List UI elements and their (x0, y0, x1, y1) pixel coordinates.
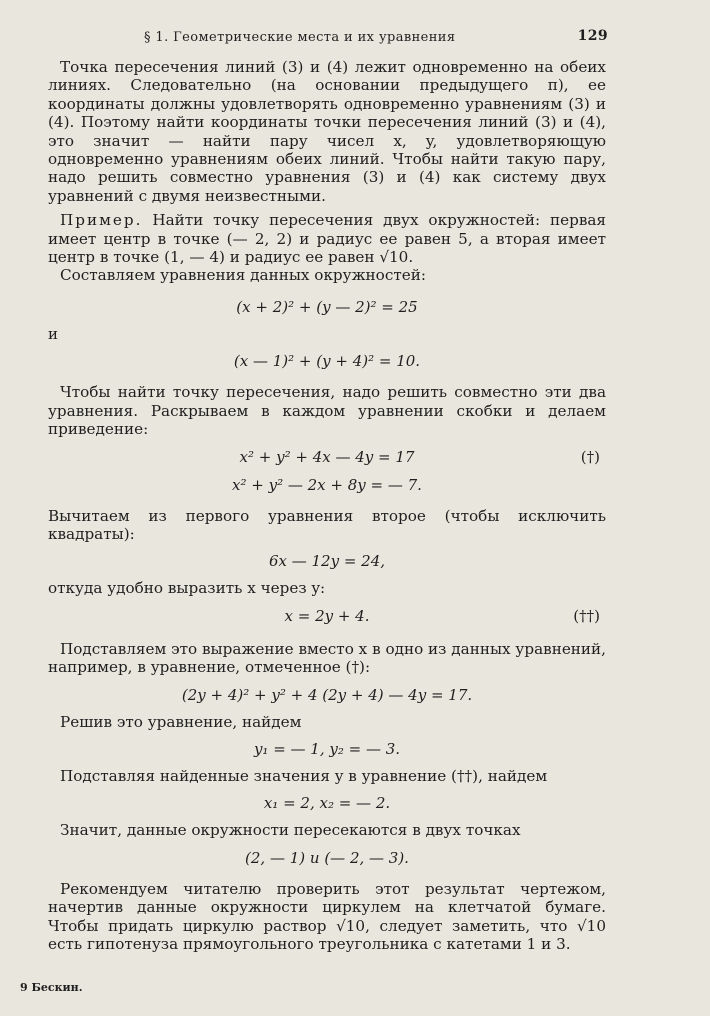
running-header (48, 26, 606, 48)
printer-signature: 9 Бескин. (20, 981, 83, 994)
section-title: § 1. Геометрические места и их уравнения (144, 30, 456, 45)
equation-expanded-1 (48, 447, 606, 467)
equation-tag-dagger: (†) (580, 447, 600, 466)
paragraph-recommendation: Рекомендуем читателю проверить этот результат чертежом, начертив данные окружности циркулем на клетчатой бумаге. Чтобы придать циркулю раствор √10, следует заметить, что √10 есть гипотенуза прямоугольного треугольника с катетами 1 и 3. (48, 879, 606, 953)
equation-points: (2, — 1) и (— 2, — 3). (245, 848, 409, 867)
equation-circle-1: (x + 2)² + (y — 2)² = 25 (236, 297, 418, 316)
paragraph-solving: Решив это уравнение, найдем (60, 712, 302, 731)
paragraph-substitute: Подставляем это выражение вместо x в одно из данных уравнений, например, в уравнение, отмеченное (†): (48, 639, 606, 677)
example-label: Пример. (60, 211, 143, 230)
equation-expanded-2: x² + y² — 2x + 8y = — 7. (232, 475, 422, 494)
paragraph-intersection: Точка пересечения линий (3) и (4) лежит одновременно на обеих линиях. Следовательно (на основании предыдущего п), ее координаты должны удовлетворять одновременно уравнениям (3) и (4). Поэтому найти координаты точки пересечения линий (3) и (4), это значит — найти пару чисел x, y, удовлетворяющую одновременно уравнениям обеих линий. Чтобы найти такую пару, надо решить совместно уравнения (3) и (4) как систему двух уравнений с двумя неизвестными. (48, 58, 606, 205)
equation-expanded-1-text: x² + y² + 4x — 4y = 17 (239, 447, 415, 466)
equation-x-roots: x₁ = 2, x₂ = — 2. (263, 794, 391, 813)
equation-circle-2: (x — 1)² + (y + 4)² = 10. (233, 352, 421, 371)
equation-x-of-y-text: x = 2y + 4. (284, 606, 370, 625)
equation-substituted: (2y + 4)² + y² + 4 (2y + 4) — 4y = 17. (181, 685, 473, 704)
equation-difference: 6x — 12y = 24, (268, 552, 386, 571)
equation-x-of-y (48, 606, 606, 626)
paragraph-conclusion: Значит, данные окружности пересекаются в двух точках (60, 821, 521, 840)
paragraph-substituting-y: Подставляя найденные значения y в уравнение (††), найдем (60, 766, 548, 785)
page-number: 129 (577, 28, 608, 44)
paragraph-subtract: Вычитаем из первого уравнения второе (чтобы исключить квадраты): (48, 506, 606, 543)
paragraph-example (48, 211, 606, 266)
paragraph-solve-jointly: Чтобы найти точку пересечения, надо решить совместно эти два уравнения. Раскрываем в каждом уравнении скобки и делаем приведение: (48, 383, 606, 439)
example-text: Найти точку пересечения двух окружностей: первая имеет центр в точке (— 2, 2) и радиус ее равен 5, а вторая имеет центр в точке (1, — 4) и радиус ее равен √10. (48, 211, 607, 267)
equation-tag-double-dagger: (††) (573, 606, 600, 625)
paragraph-compose-equations: Составляем уравнения данных окружностей: (60, 266, 426, 285)
equation-y-roots: y₁ = — 1, y₂ = — 3. (253, 739, 401, 758)
paragraph-express-x: откуда удобно выразить x через y: (48, 579, 326, 598)
page-content (48, 58, 606, 953)
conjunction-and: и (48, 324, 58, 343)
